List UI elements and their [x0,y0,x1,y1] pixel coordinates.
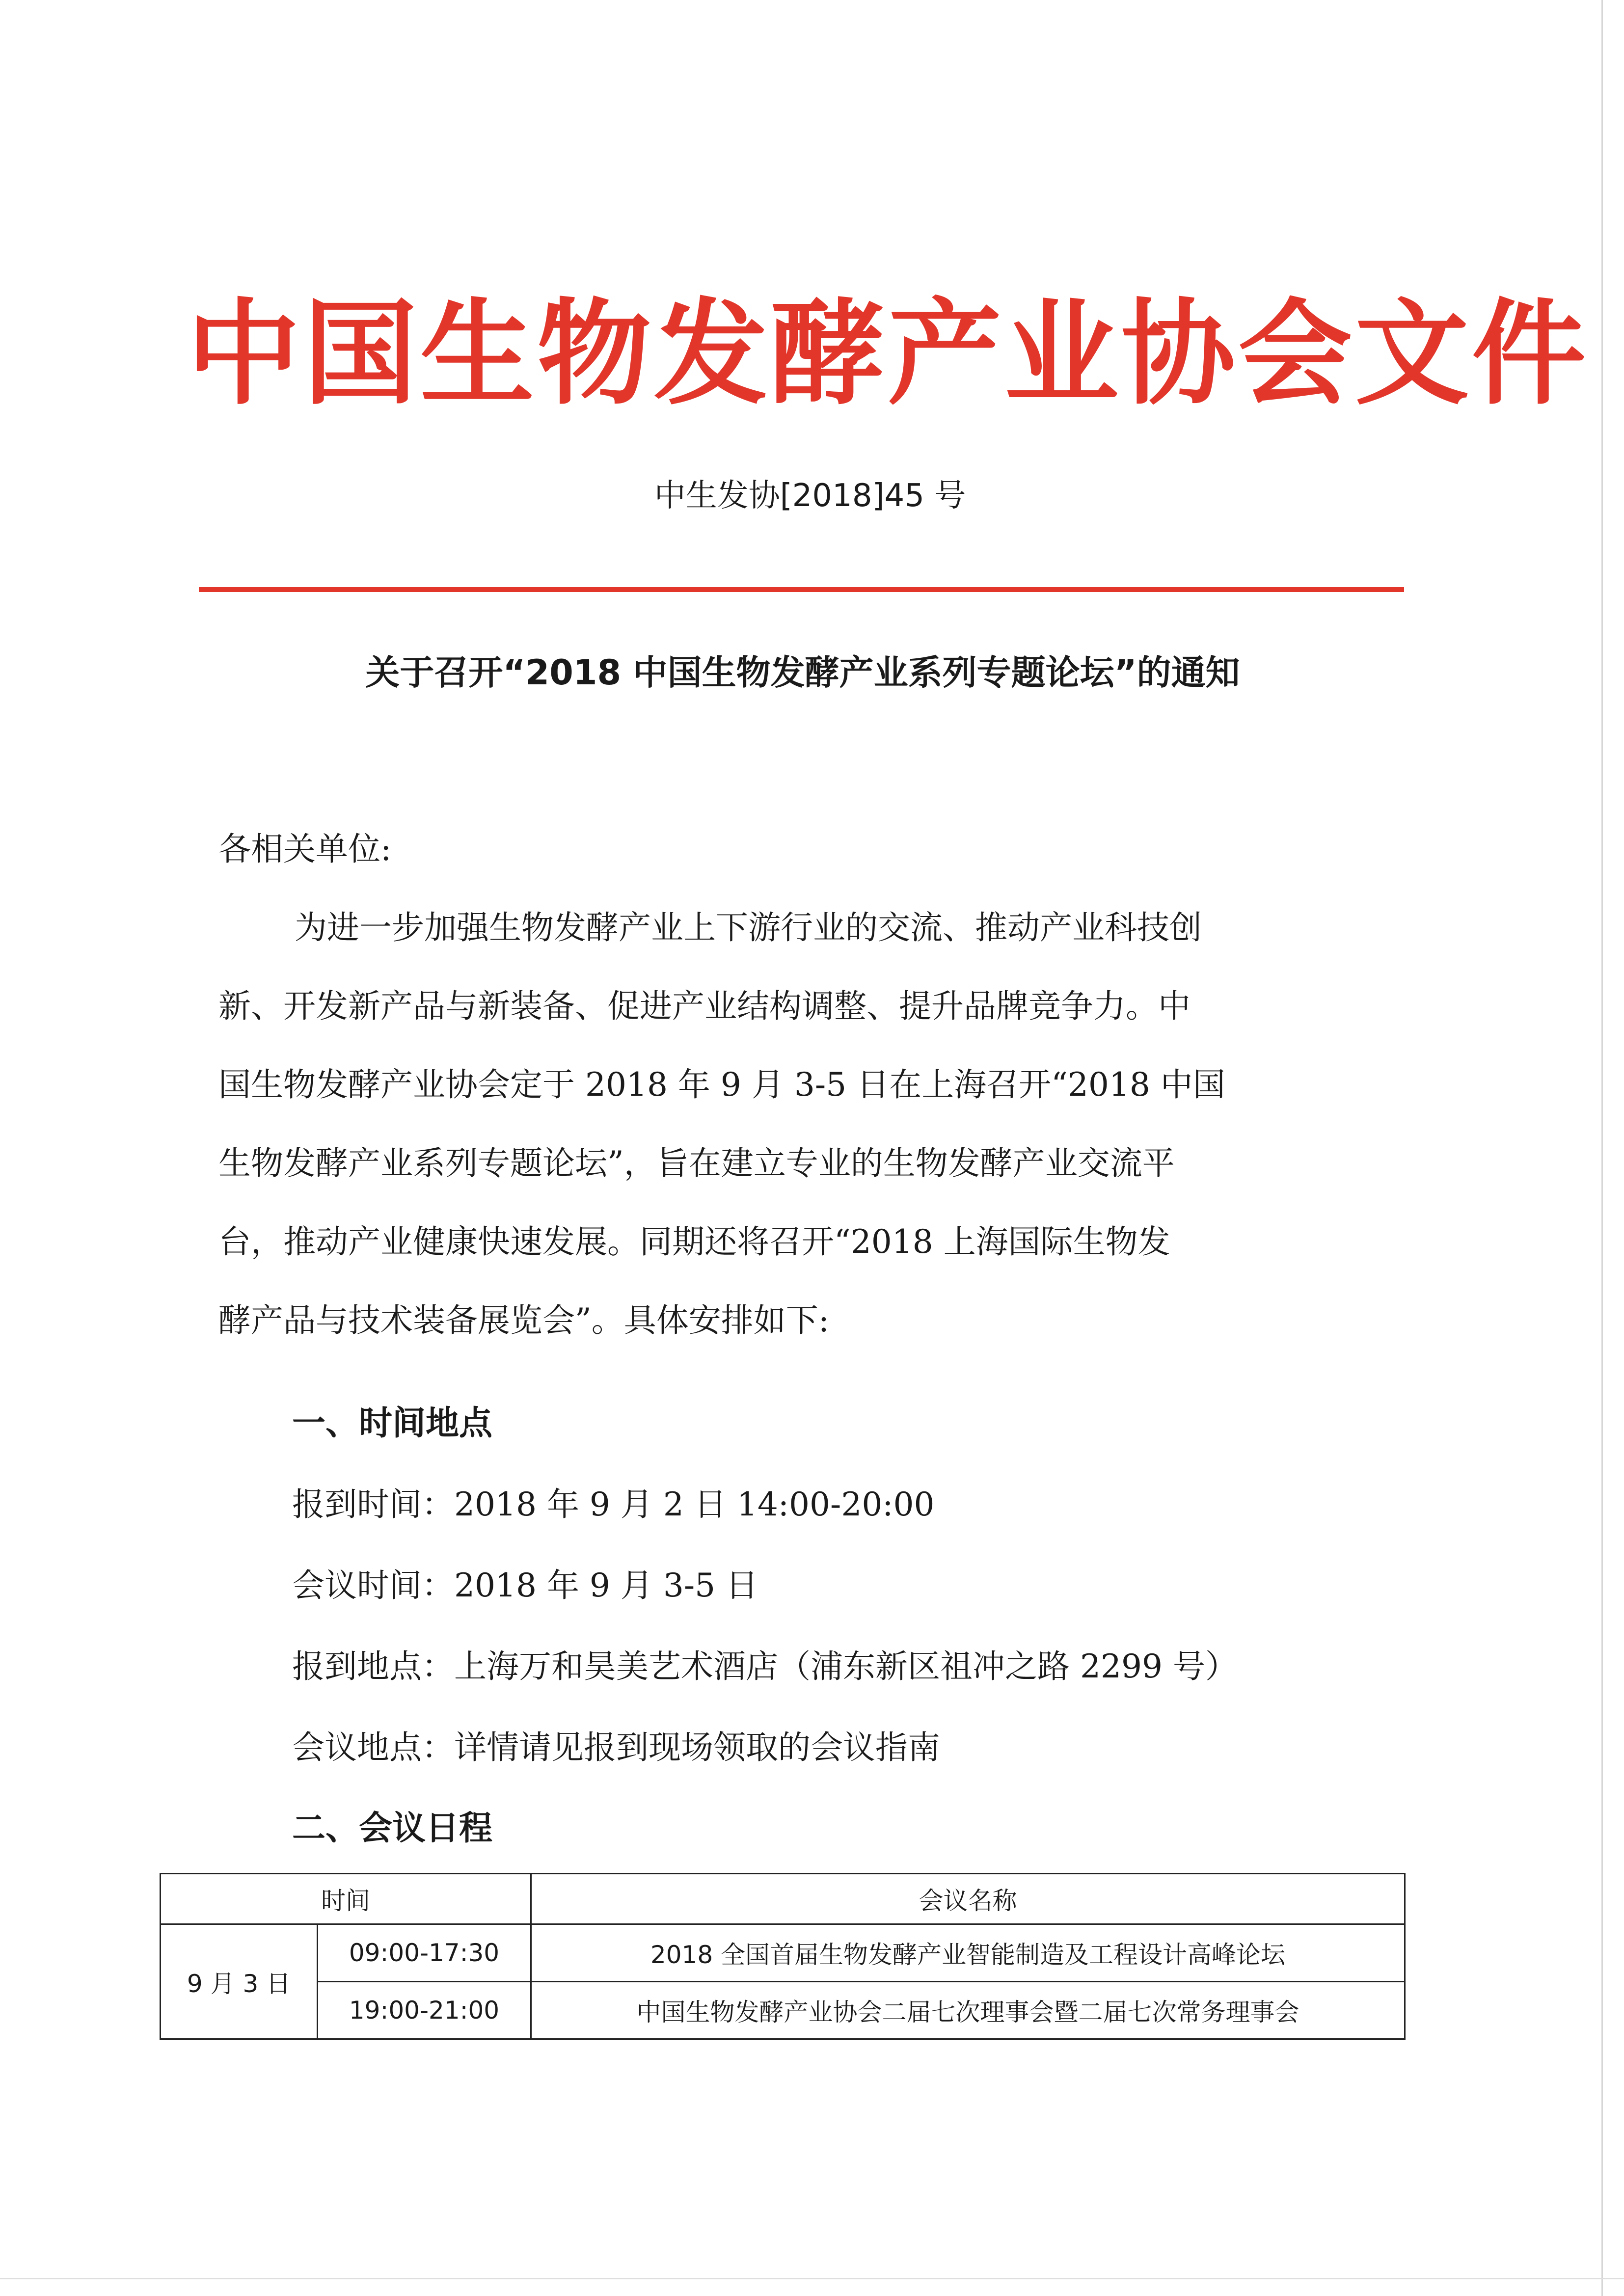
table-cell-date: 9 月 3 日 [161,1924,318,2039]
table-header-row [161,1874,1405,1924]
table-row [161,1982,1405,2039]
table-cell-meeting-name: 2018 全国首届生物发酵产业智能制造及工程设计高峰论坛 [531,1924,1405,1982]
notice-title: 关于召开“2018 中国生物发酵产业系列专题论坛”的通知 [365,652,1240,693]
registration-time: 报到时间：2018 年 9 月 2 日 14:00-20:00 [292,1486,935,1523]
salutation: 各相关单位: [218,830,392,868]
meeting-time: 会议时间：2018 年 9 月 3-5 日 [292,1567,758,1604]
table-cell-meeting-name: 中国生物发酵产业协会二届七次理事会暨二届七次常务理事会 [531,1982,1405,2039]
page-edge-right [1601,0,1603,2296]
page-edge-bottom [0,2278,1624,2279]
paragraph-line: 国生物发酵产业协会定于 2018 年 9 月 3-5 日在上海召开“2018 中国 [218,1066,1225,1104]
section-heading-time-place: 一、时间地点 [292,1404,493,1443]
section-heading-schedule: 二、会议日程 [292,1809,493,1848]
registration-venue: 报到地点：上海万和昊美艺术酒店（浦东新区祖冲之路 2299 号） [292,1648,1238,1685]
schedule-table [160,1873,1406,2040]
paragraph-line: 台，推动产业健康快速发展。同期还将召开“2018 上海国际生物发 [218,1223,1170,1261]
table-row [161,1924,1405,1982]
table-cell-time: 09:00-17:30 [318,1924,531,1982]
table-cell-time: 19:00-21:00 [318,1982,531,2039]
masthead-title: 中国生物发酵产业协会文件 [187,286,1589,420]
red-divider-line [199,587,1404,592]
paragraph-line: 为进一步加强生物发酵产业上下游行业的交流、推动产业科技创 [295,909,1202,946]
document-number: 中生发协[2018]45 号 [654,478,966,514]
paragraph-line: 生物发酵产业系列专题论坛”，旨在建立专业的生物发酵产业交流平 [218,1144,1175,1182]
table-header-time: 时间 [161,1874,531,1924]
paragraph-line: 新、开发新产品与新装备、促进产业结构调整、提升品牌竞争力。中 [218,987,1191,1025]
paragraph-line: 酵产品与技术装备展览会”。具体安排如下: [218,1301,829,1339]
meeting-venue: 会议地点：详情请见报到现场领取的会议指南 [292,1729,940,1766]
table-header-meeting-name: 会议名称 [531,1874,1405,1924]
